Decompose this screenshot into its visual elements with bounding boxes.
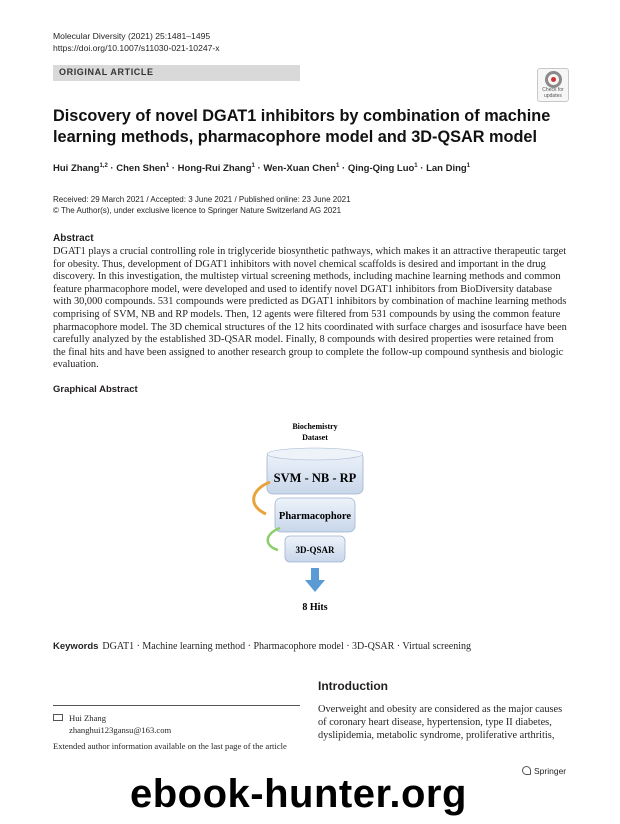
author-affiliation: 1 xyxy=(251,163,255,169)
down-arrow-icon xyxy=(305,580,325,592)
keywords-line xyxy=(53,641,471,652)
author-name[interactable]: Hui Zhang xyxy=(53,163,100,175)
crossmark-icon xyxy=(545,71,562,88)
author-name[interactable]: Qing-Qing Luo xyxy=(347,163,415,175)
dates-line: Received: 29 March 2021 / Accepted: 3 June 2021 / Published online: 23 June 2021 xyxy=(53,195,351,204)
introduction-body xyxy=(318,703,570,742)
introduction-line: of coronary heart disease, hypertension, type II diabetes, xyxy=(318,717,552,728)
keywords-label: Keywords xyxy=(53,641,99,652)
result-label: 8 Hits xyxy=(302,602,328,613)
paper-title: Discovery of novel DGAT1 inhibitors by combination of machine learning methods, pharmacophore model and 3D-QSAR model xyxy=(53,107,551,146)
author-separator: · xyxy=(339,163,348,175)
stage2-label: Pharmacophore xyxy=(278,511,352,522)
stage1-disc-top xyxy=(267,448,363,460)
article-type-banner xyxy=(53,65,300,81)
introduction-line: dyslipidemia, metabolic syndrome, proliferative arthritis, xyxy=(318,730,555,741)
abstract-line: DGAT1 plays a crucial controlling role in triglyceride biosynthetic pathways, which makes it an attractive therapeutic target xyxy=(53,246,567,257)
publisher-name: Springer xyxy=(534,766,567,776)
dataset-label-1: Biochemistry xyxy=(292,422,338,431)
keywords-list: DGAT1 · Machine learning method · Pharmacophore model · 3D-QSAR · Virtual screening xyxy=(102,641,471,652)
abstract-line: discovery. In this investigation, the multistep virtual screening methods, including machine learning methods and common xyxy=(53,271,561,283)
abstract-line: the final hits and have been assigned to another research group to complete the follow-up compound synthesis and biologic xyxy=(53,346,564,358)
dataset-label-2: Dataset xyxy=(302,433,328,442)
screening-funnel-diagram xyxy=(230,410,390,620)
author-name[interactable]: Lan Ding xyxy=(426,163,467,175)
stage3-label: 3D-QSAR xyxy=(295,545,335,555)
article-type-label: ORIGINAL ARTICLE xyxy=(59,67,154,77)
copyright-line: © The Author(s), under exclusive licence to Springer Nature Switzerland AG 2021 xyxy=(53,205,342,215)
doi-link[interactable]: https://doi.org/10.1007/s11030-021-10247-x xyxy=(53,43,220,53)
author-list xyxy=(53,163,573,174)
publication-dates xyxy=(53,195,351,216)
abstract-line: evaluation. xyxy=(53,359,99,371)
author-separator: · xyxy=(107,163,117,175)
contact-name: Hui Zhang xyxy=(69,713,106,723)
author-name[interactable]: Hong-Rui Zhang xyxy=(177,163,252,175)
author-affiliation: 1 xyxy=(336,163,340,169)
author-affiliation: 1,2 xyxy=(99,163,108,169)
abstract-heading: Abstract xyxy=(53,233,94,244)
envelope-icon xyxy=(53,714,63,721)
journal-line: Molecular Diversity (2021) 25:1481–1495 xyxy=(53,31,211,41)
abstract-line: pharmacophore model. The 3D chemical structures of the 12 hits coordinated with surface charges and isosurface have been xyxy=(53,321,567,333)
contact-note: Extended author information available on the last page of the article xyxy=(53,741,287,751)
stage1-label: SVM - NB - RP xyxy=(273,471,357,485)
abstract-line: carefully analyzed by the established 3D-QSAR model. Finally, 8 compounds with desired properties were retained from xyxy=(53,334,554,346)
check-for-updates-badge[interactable] xyxy=(537,68,569,102)
publisher-logo xyxy=(522,766,566,776)
abstract-body xyxy=(53,246,568,372)
author-affiliation: 1 xyxy=(414,163,418,169)
abstract-line: feature pharmacophore model, were developed and used to identify novel DGAT1 inhibitors from BioDiversity database xyxy=(53,283,552,295)
abstract-line: with 30,000 compounds. 531 compounds were predicted as DGAT1 inhibitors by combination of machine learning methods xyxy=(53,296,567,308)
journal-citation xyxy=(53,30,220,54)
author-affiliation: 1 xyxy=(466,163,471,169)
abstract-line: comprising of SVM, NB and RP models. Then, 12 agents were filtered from 531 compounds by using the common feature xyxy=(53,308,561,320)
author-affiliation: 1 xyxy=(165,163,170,169)
down-arrow-shaft xyxy=(311,568,319,582)
check-updates-line2: updates xyxy=(544,92,562,99)
watermark-text: ebook-hunter.org xyxy=(130,772,467,816)
corresponding-author xyxy=(53,712,287,752)
author-name[interactable]: Chen Shen xyxy=(116,163,166,175)
springer-horse-icon xyxy=(522,766,531,775)
abstract-line: for obesity. Thus, development of DGAT1 inhibitors with novel chemical scaffolds is desired and important in the drug xyxy=(53,258,546,270)
author-name[interactable]: Wen-Xuan Chen xyxy=(263,163,337,175)
check-updates-line1: Check for xyxy=(542,87,564,93)
author-separator: · xyxy=(417,163,427,175)
footnote-divider xyxy=(53,705,300,706)
graphical-abstract-heading: Graphical Abstract xyxy=(53,384,138,395)
introduction-line: Overweight and obesity are considered as the major causes xyxy=(318,704,563,715)
author-separator: · xyxy=(169,163,178,175)
contact-email[interactable]: zhanghui123gansu@163.com xyxy=(69,725,172,735)
introduction-heading: Introduction xyxy=(318,679,388,693)
author-separator: · xyxy=(254,163,264,175)
graphical-abstract-figure xyxy=(230,410,390,620)
